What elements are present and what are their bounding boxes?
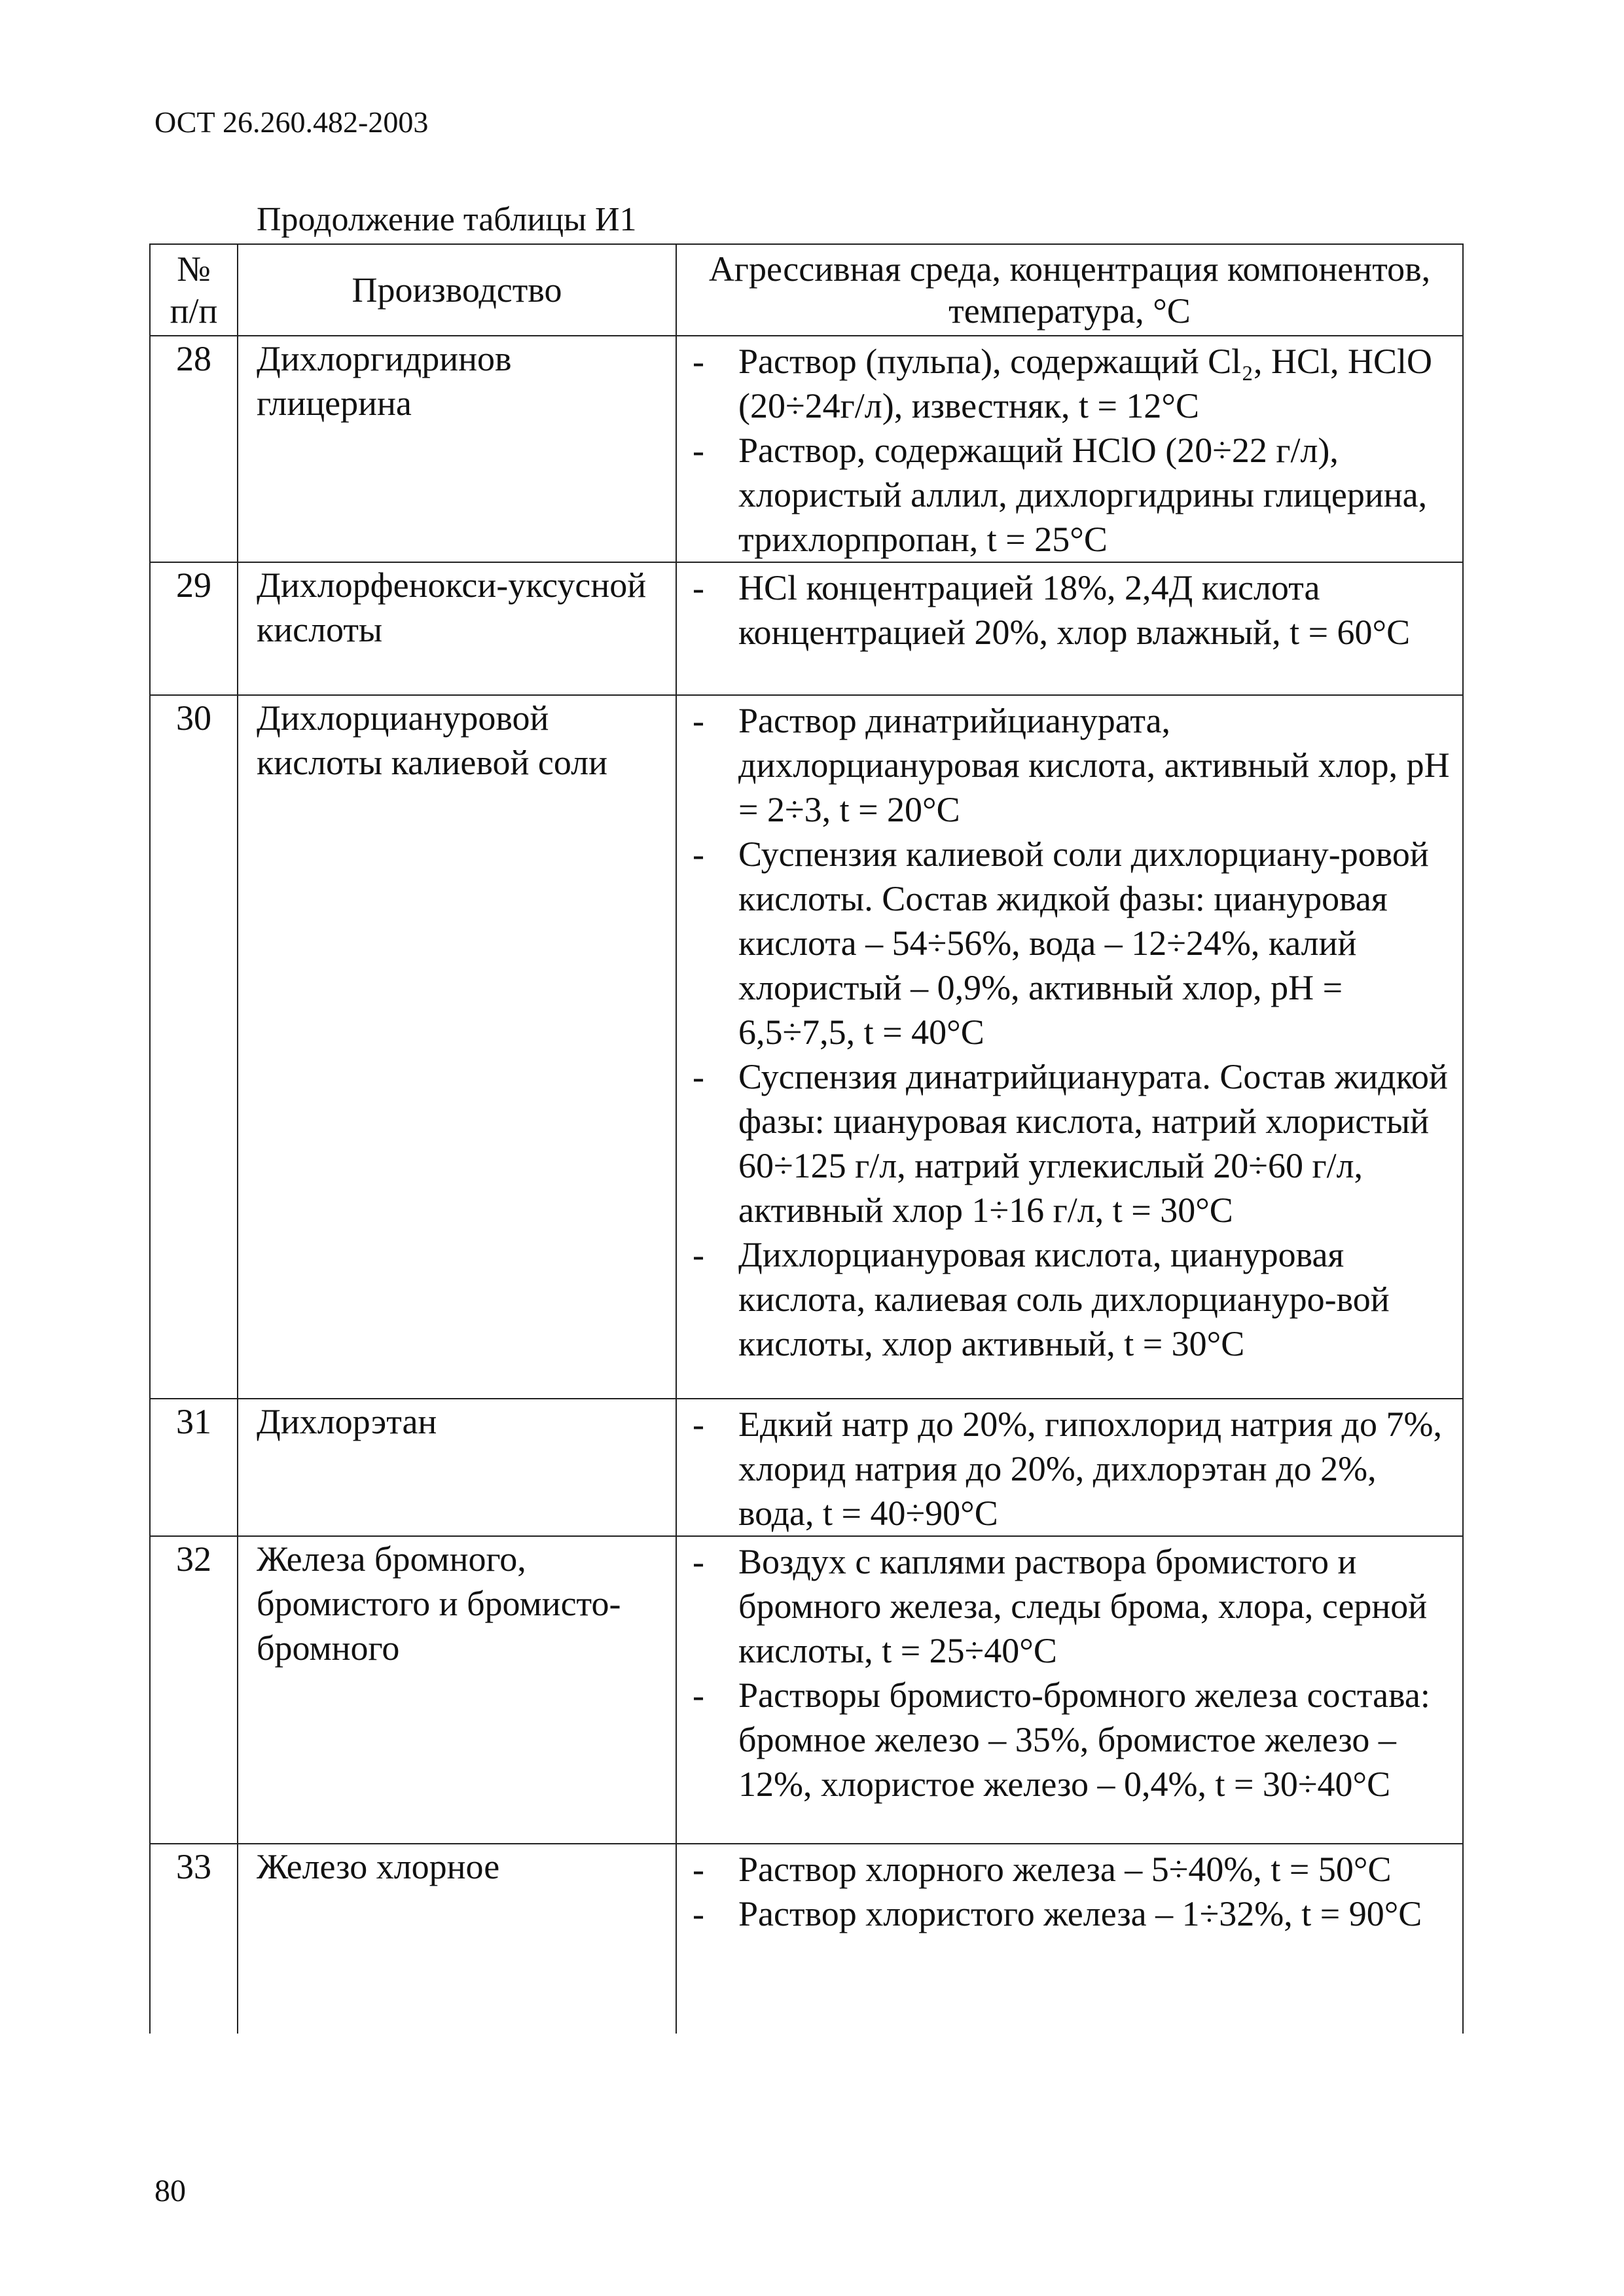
environment-item	[693, 1232, 1456, 1366]
environment-text: Воздух с каплями раствора бромистого и бромного железа, следы брома, хлора, серной кислоты, t = 25÷40°С	[738, 1542, 1428, 1670]
table-row	[150, 1536, 1463, 1844]
table-row	[150, 695, 1463, 1399]
table-header-row	[150, 244, 1463, 336]
production-name: Дихлорфенокси-уксусной кислоты	[238, 562, 676, 695]
environment-text: Раствор хлористого железа – 1÷32%, t = 90°С	[738, 1894, 1422, 1933]
environment-text: Раствор (пульпа), содержащий Cl₂, HCl, HClO (20÷24г/л), известняк, t = 12°С	[738, 342, 1433, 425]
environment-item	[693, 1847, 1456, 1892]
row-number: 32	[150, 1536, 238, 1844]
row-number: 33	[150, 1844, 238, 2034]
environment-cell	[676, 1536, 1463, 1844]
bullet-dash: -	[693, 701, 704, 740]
bullet-dash: -	[693, 1405, 704, 1444]
production-name: Дихлорэтан	[238, 1399, 676, 1536]
bullet-dash: -	[693, 1894, 704, 1933]
environment-item	[693, 1892, 1456, 1936]
environment-item	[693, 339, 1456, 428]
table-caption: Продолжение таблицы И1	[257, 201, 637, 238]
environment-text: Суспензия калиевой соли дихлорциану-ровой кислоты. Состав жидкой фазы: циануровая кислота – 54÷56%, вода – 12÷24%, калий хлористый – 0,9%, активный хлор, pH = 6,5÷7,5, t = 40°С	[738, 834, 1429, 1052]
environment-item	[693, 1402, 1456, 1535]
environment-item	[693, 565, 1456, 655]
document-code: ОСТ 26.260.482-2003	[154, 105, 429, 139]
environment-item	[693, 832, 1456, 1054]
environment-item	[693, 1054, 1456, 1232]
column-header-environment: Агрессивная среда, концентрация компонентов, температура, °С	[676, 244, 1463, 336]
column-header-production: Производство	[238, 244, 676, 336]
table-row	[150, 1399, 1463, 1536]
environment-cell	[676, 1399, 1463, 1536]
table-body	[150, 336, 1463, 2034]
environment-item	[693, 1539, 1456, 1673]
environment-cell	[676, 336, 1463, 562]
environment-text: Раствор хлорного железа – 5÷40%, t = 50°С	[738, 1850, 1392, 1889]
table-row	[150, 336, 1463, 562]
environment-item	[693, 1673, 1456, 1806]
environment-text: Суспензия динатрийцианурата. Состав жидкой фазы: циануровая кислота, натрий хлористый 60÷125 г/л, натрий углекислый 20÷60 г/л, активный хлор 1÷16 г/л, t = 30°С	[738, 1057, 1448, 1230]
bullet-dash: -	[693, 1676, 704, 1715]
bullet-dash: -	[693, 1542, 704, 1581]
bullet-dash: -	[693, 1235, 704, 1274]
environment-cell	[676, 1844, 1463, 2034]
environment-text: Растворы бромисто-бромного железа состава: бромное железо – 35%, бромистое железо – 12%, хлористое железо – 0,4%, t = 30÷40°С	[738, 1676, 1430, 1804]
row-number: 30	[150, 695, 238, 1399]
production-name: Дихлоргидринов глицерина	[238, 336, 676, 562]
row-number: 29	[150, 562, 238, 695]
environment-text: Раствор динатрийцианурата, дихлорциануровая кислота, активный хлор, pH = 2÷3, t = 20°С	[738, 701, 1450, 829]
environment-item	[693, 698, 1456, 832]
environment-text: Едкий натр до 20%, гипохлорид натрия до 7%, хлорид натрия до 20%, дихлорэтан до 2%, вода, t = 40÷90°С	[738, 1405, 1443, 1533]
bullet-dash: -	[693, 1057, 704, 1096]
bullet-dash: -	[693, 431, 704, 470]
production-name: Железа бромного, бромистого и бромисто-бромного	[238, 1536, 676, 1844]
bullet-dash: -	[693, 568, 704, 607]
environment-text: HCl концентрацией 18%, 2,4Д кислота концентрацией 20%, хлор влажный, t = 60°С	[738, 568, 1411, 652]
production-name: Железо хлорное	[238, 1844, 676, 2034]
aggressive-media-table	[149, 243, 1464, 2034]
environment-text: Раствор, содержащий HClO (20÷22 г/л), хлористый аллил, дихлоргидрины глицерина, трихлорпропан, t = 25°С	[738, 431, 1428, 559]
column-header-number: № п/п	[150, 244, 238, 336]
table-row	[150, 1844, 1463, 2034]
environment-text: Дихлорциануровая кислота, циануровая кислота, калиевая соль дихлорциануро-вой кислоты, хлор активный, t = 30°С	[738, 1235, 1390, 1363]
environment-item	[693, 428, 1456, 562]
row-number: 28	[150, 336, 238, 562]
bullet-dash: -	[693, 342, 704, 381]
production-name: Дихлорциануровой кислоты калиевой соли	[238, 695, 676, 1399]
page-number: 80	[154, 2174, 186, 2208]
table-row	[150, 562, 1463, 695]
row-number: 31	[150, 1399, 238, 1536]
environment-cell	[676, 695, 1463, 1399]
environment-cell	[676, 562, 1463, 695]
bullet-dash: -	[693, 1850, 704, 1889]
bullet-dash: -	[693, 834, 704, 874]
